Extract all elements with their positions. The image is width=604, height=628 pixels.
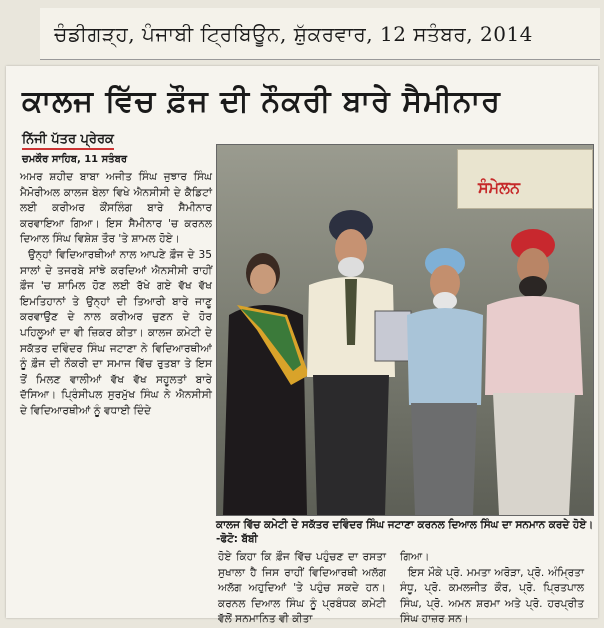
paragraph: ਇਸ ਮੌਕੇ ਪ੍ਰੋ. ਮਮਤਾ ਅਰੋੜਾ, ਪ੍ਰੋ. ਅੰਮ੍ਰਿਤਾ ਸੰਧੂ, ਪ੍ਰੋ. ਕਮਲਜੀਤ ਕੌਰ, ਪ੍ਰੋ. ਪ੍ਰਿਤਪਾਲ ਸਿੰਘ, ਪ੍ਰੋ. ਅਮਨ ਸ਼ਰਮਾ ਅਤੇ ਪ੍ਰੋ. ਹਰਪ੍ਰੀਤ ਸਿੰਘ ਹਾਜ਼ਰ ਸਨ। xyxy=(400,566,584,626)
banner-text: ਸੰਮੇਲਨ xyxy=(478,178,521,197)
headline: ਕਾਲਜ ਵਿੱਚ ਫ਼ੌਜ ਦੀ ਨੌਕਰੀ ਬਾਰੇ ਸੈਮੀਨਾਰ xyxy=(22,84,501,119)
article-column-1 xyxy=(20,170,212,420)
photo-figures xyxy=(217,145,593,515)
person-man-red-turban xyxy=(485,229,583,515)
article-sheet xyxy=(6,66,598,626)
memento-plaque xyxy=(375,311,411,361)
paragraph: ਹੋਏ ਕਿਹਾ ਕਿ ਫ਼ੌਜ ਵਿੱਚ ਪਹੁੰਚਣ ਦਾ ਰਸਤਾ ਸੁਖਾਲਾ ਹੈ ਜਿਸ ਰਾਹੀਂ ਵਿਦਿਆਰਥੀ ਅਲੱਗ ਅਲੱਗ ਅਹੁਦਿਆਂ 'ਤੇ ਪਹੁੰਚ ਸਕਦੇ ਹਨ। ਕਰਨਲ ਦਿਆਲ ਸਿੰਘ ਨੂੰ ਪ੍ਰਬੰਧਕ ਕਮੇਟੀ ਵੱਲੋਂ ਸਨਮਾਨਿਤ ਵੀ ਕੀਤਾ xyxy=(218,551,386,626)
dateline: ਚਮਕੌਰ ਸਾਹਿਬ, 11 ਸਤੰਬਰ xyxy=(22,154,128,165)
paragraph: ਉਨ੍ਹਾਂ ਵਿਦਿਆਰਥੀਆਂ ਨਾਲ ਆਪਣੇ ਫ਼ੌਜ ਦੇ 35 ਸਾਲਾਂ ਦੇ ਤਜਰਬੇ ਸਾਂਝੇ ਕਰਦਿਆਂ ਐਨਸੀਸੀ ਰਾਹੀਂ ਫ਼ੌਜ 'ਚ ਸ਼ਾਮਿਲ ਹੋਣ ਲਈ ਰੱਖੇ ਗਏ ਵੱਖ ਵੱਖ ਇਮਤਿਹਾਨਾਂ ਤੇ ਉਨ੍ਹਾਂ ਦੀ ਤਿਆਰੀ ਬਾਰੇ ਜਾਣੂ ਕਰਵਾਉਣ ਦੇ ਨਾਲ ਕਰੀਅਰ ਚੁਣਨ ਦੇ ਹੋਰ ਪਹਿਲੂਆਂ ਦਾ ਵੀ ਜ਼ਿਕਰ ਕੀਤਾ। ਕਾਲਜ ਕਮੇਟੀ ਦੇ ਸਕੱਤਰ ਦਵਿੰਦਰ ਸਿੰਘ ਜਟਾਣਾ ਨੇ ਵਿਦਿਆਰਥੀਆਂ ਨੂੰ ਫ਼ੌਜ ਦੀ ਨੌਕਰੀ ਦਾ ਸਮਾਜ ਵਿੱਚ ਰੁਤਬਾ ਤੇ ਇਸ ਤੋਂ ਮਿਲਣ ਵਾਲੀਆਂ ਵੱਖ ਵੱਖ ਸਹੂਲਤਾਂ ਬਾਰੇ ਦੱਸਿਆ। ਪ੍ਰਿੰਸੀਪਲ ਸੁਰਮੁੱਖ ਸਿੰਘ ਨੇ ਐਨਸੀਸੀ ਦੇ ਵਿਦਿਆਰਥੀਆਂ ਨੂੰ ਵਧਾਈ ਦਿੰਦੇ xyxy=(20,248,212,417)
paragraph: ਗਿਆ। xyxy=(400,551,430,563)
article-column-3 xyxy=(400,550,584,628)
article-column-2 xyxy=(218,550,386,628)
photo-caption: ਕਾਲਜ ਵਿੱਚ ਕਮੇਟੀ ਦੇ ਸਕੱਤਰ ਦਵਿੰਦਰ ਸਿੰਘ ਜਟਾਣਾ ਕਰਨਲ ਦਿਆਲ ਸਿੰਘ ਦਾ ਸਨਮਾਨ ਕਰਦੇ ਹੋਏ। -ਫੋਟੋ: ਬੱਬੀ xyxy=(216,519,594,545)
person-man-dark-turban xyxy=(307,210,395,515)
paragraph: ਅਮਰ ਸ਼ਹੀਦ ਬਾਬਾ ਅਜੀਤ ਸਿੰਘ ਜੁਝਾਰ ਸਿੰਘ ਮੈਮੋਰੀਅਲ ਕਾਲਜ ਬੇਲਾ ਵਿਖੇ ਐਨਸੀਸੀ ਦੇ ਕੈਡਿਟਾਂ ਲਈ ਕਰੀਅਰ ਕੌਂਸਲਿੰਗ ਬਾਰੇ ਸੈਮੀਨਾਰ ਕਰਵਾਇਆ ਗਿਆ। ਇਸ ਸੈਮੀਨਾਰ 'ਚ ਕਰਨਲ ਦਿਆਲ ਸਿੰਘ ਵਿਸ਼ੇਸ਼ ਤੌਰ 'ਤੇ ਸ਼ਾਮਲ ਹੋਏ। xyxy=(20,171,212,246)
event-photo xyxy=(216,144,594,516)
person-woman xyxy=(223,253,309,515)
person-man-blue-turban xyxy=(407,248,483,515)
byline: ਨਿੱਜੀ ਪੱਤਰ ਪ੍ਰੇਰਕ xyxy=(22,132,114,150)
masthead: ਚੰਡੀਗੜ੍ਹ, ਪੰਜਾਬੀ ਟ੍ਰਿਬਿਊਨ, ਸ਼ੁੱਕਰਵਾਰ, 12 ਸਤੰਬਰ, 2014 xyxy=(40,8,600,60)
